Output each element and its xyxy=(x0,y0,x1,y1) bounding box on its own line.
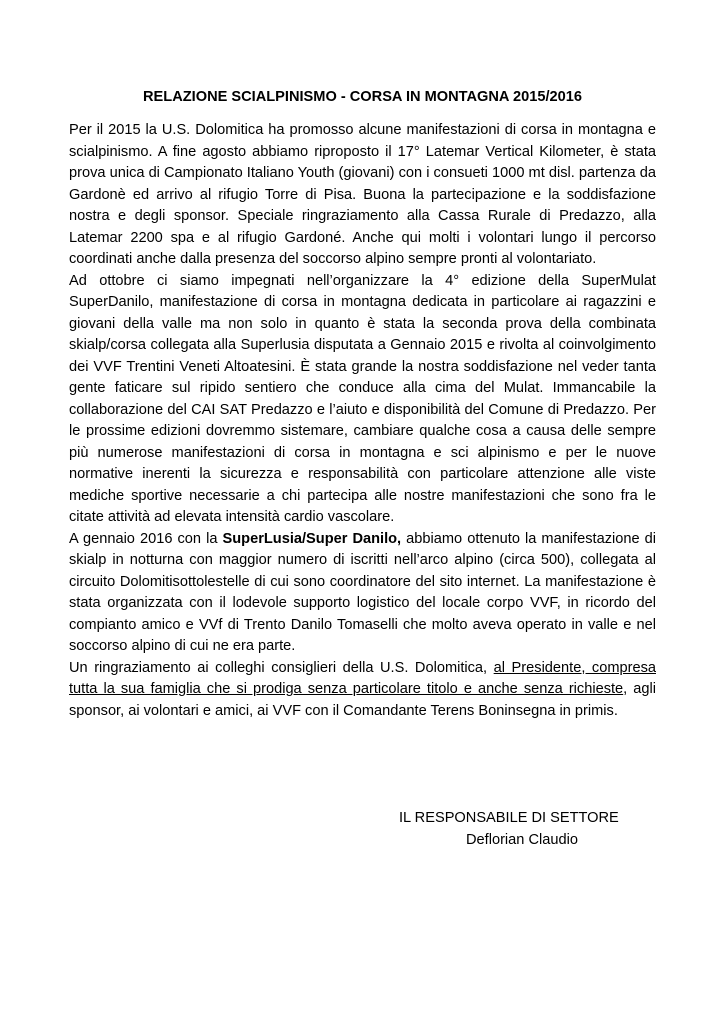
signature-name: Deflorian Claudio xyxy=(466,831,578,848)
document-page xyxy=(69,86,656,722)
paragraph-superlusia xyxy=(69,529,656,658)
president-thanks-underlined: al Presidente, compresa tutta la sua famiglia che si prodiga senza particolare titolo e anche senza richieste xyxy=(69,659,656,697)
paragraph-thanks xyxy=(69,658,656,723)
paragraph-supermulat: Ad ottobre ci siamo impegnati nell’organizzare la 4° edizione della SuperMulat SuperDanilo, manifestazione di corsa in montagna dedicata in particolare ai ragazzini e giovani della valle ma non solo in quanto è stata la seconda prova della combinata skialp/corsa collegata alla Superlusia disputata a Gennaio 2015 e rivolta al coinvolgimento dei VVF Trentini Veneti Altoatesini. È stata grande la nostra soddisfazione nel veder tanta gente faticare sul ripido sentiero che conduce alla cima del Mulat. Immancabile la collaborazione del CAI SAT Predazzo e l’aiuto e disponibilità del Comune di Predazzo. Per le prossime edizioni dovremmo sistemare, cambiare qualche cosa a causa delle sempre più numerose manifestazioni di corsa in montagna e sci alpinismo e per le nuove normative inerenti la sicurezza e responsabilità con particolare attenzione alle viste mediche sportive necessarie a chi partecipa alle nostre manifestazioni che sono fra le citate attività ad elevata intensità cardio vascolare. xyxy=(69,272,656,525)
document-body xyxy=(69,120,656,722)
paragraph-superlusia-rest: abbiamo ottenuto la manifestazione di skialp in notturna con maggior numero di iscritti nell’arco alpino (circa 500), collegata al circuito Dolomitisottolestelle di cui sono coordinatore del sito internet. La manifestazione è stata organizzata con il lodevole supporto logistico del locale corpo VVF, in ricordo del compianto amico e VVf di Trento Danilo Tomaselli che molto aveva operato in valle e nel soccorso alpino di cui ne era parte. xyxy=(69,530,656,654)
paragraph-thanks-rest: , agli sponsor, ai volontari e amici, ai VVF con il Comandante Terens Boninsegna in primis. xyxy=(69,681,657,719)
paragraph-2015-events: Per il 2015 la U.S. Dolomitica ha promosso alcune manifestazioni di corsa in montagna e scialpinismo. A fine agosto abbiamo riproposto il 17° Latemar Vertical Kilometer, è stata prova unica di Campionato Italiano Youth (giovani) con i consueti 1000 mt disl. partenza da Gardonè ed arrivo al rifugio Torre di Pisa. Buona la partecipazione e la soddisfazione nostra e degli sponsor. Speciale ringraziamento alla Cassa Rurale di Predazzo, alla Latemar 2200 spa e al rifugio Gardoné. Anche qui molti i volontari lungo il percorso coordinati anche dalla presenza del soccorso alpino sempre pronti al volontariato. xyxy=(69,122,656,267)
document-title: RELAZIONE SCIALPINISMO - CORSA IN MONTAGNA 2015/2016 xyxy=(143,89,582,105)
signature-role: IL RESPONSABILE DI SETTORE xyxy=(399,810,619,826)
paragraph-thanks-intro: Un ringraziamento ai colleghi consiglieri della U.S. Dolomitica, xyxy=(69,659,494,676)
paragraph-superlusia-intro: A gennaio 2016 con la xyxy=(69,530,223,547)
signature-block xyxy=(399,808,619,851)
superlusia-event-name: SuperLusia/Super Danilo, xyxy=(222,530,402,547)
